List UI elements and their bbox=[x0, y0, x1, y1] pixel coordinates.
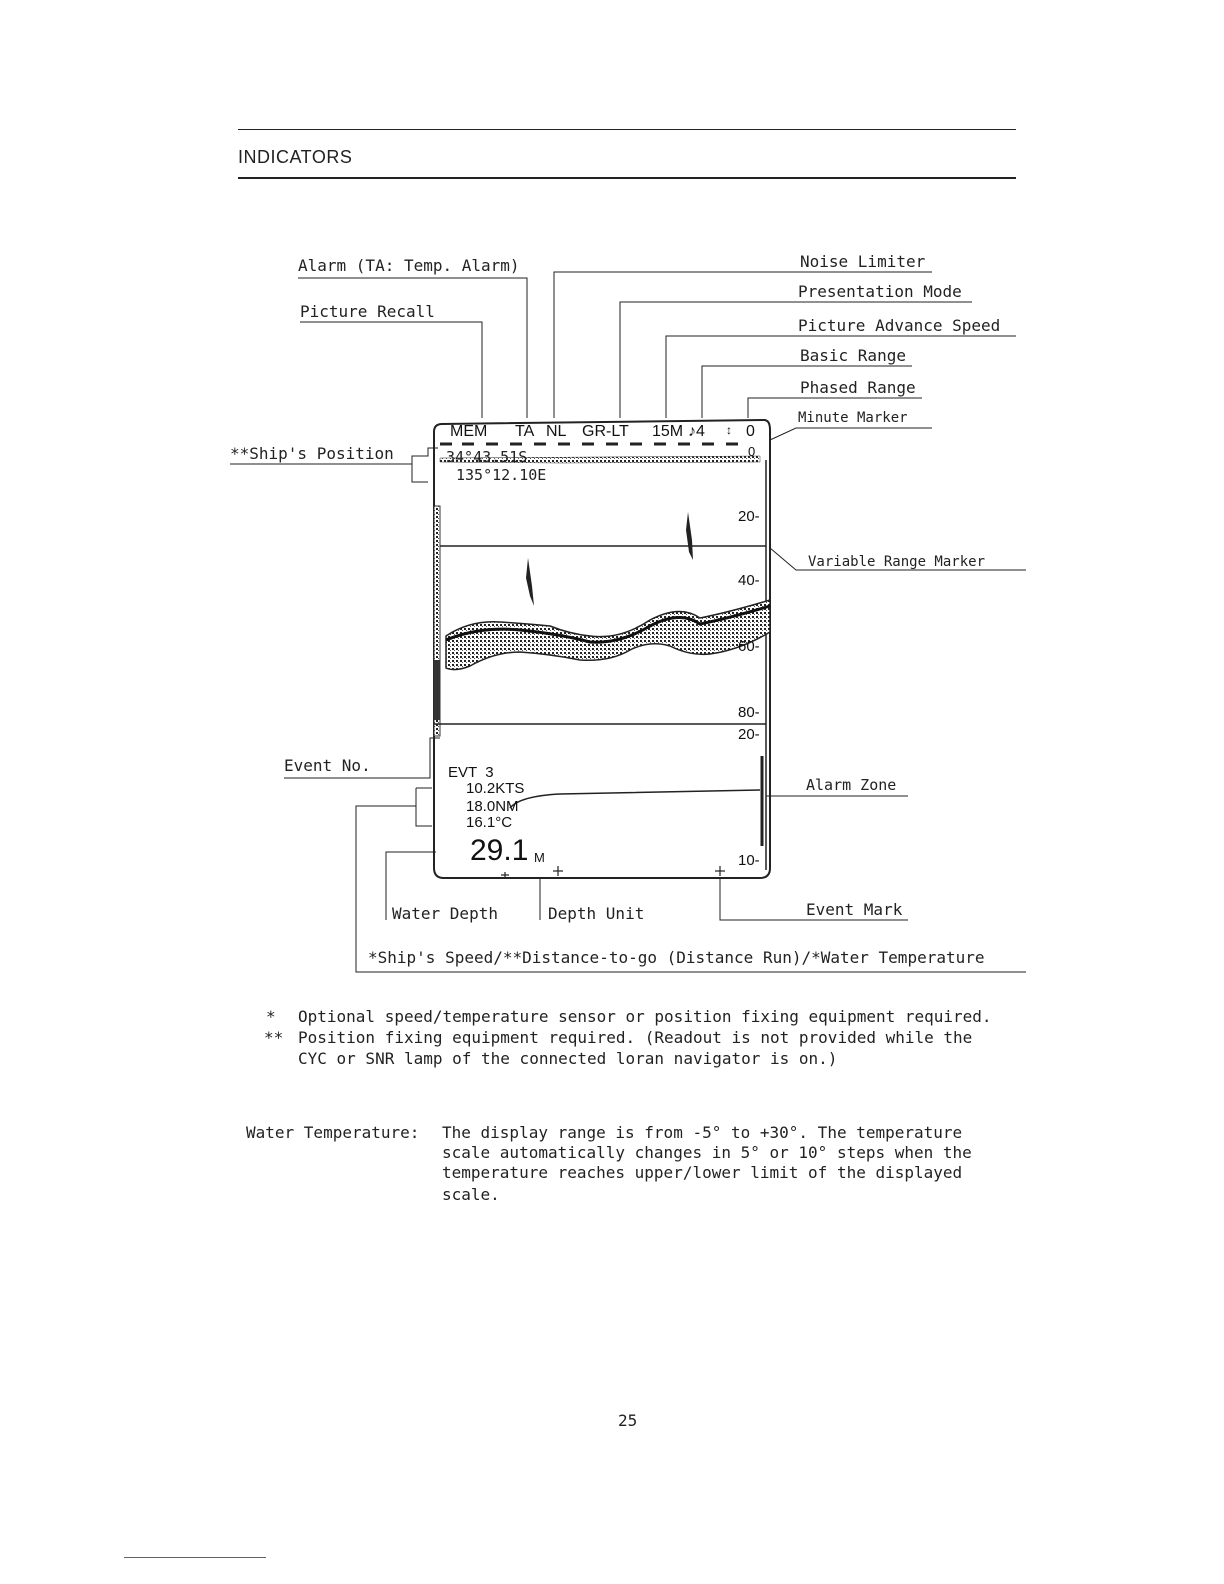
position-lon: 135°12.10E bbox=[456, 466, 547, 484]
scale-40: 40- bbox=[738, 572, 760, 589]
label-alarm-zone: Alarm Zone bbox=[806, 776, 897, 794]
leader-lines bbox=[230, 272, 1026, 972]
ship-speed: 10.2KTS bbox=[466, 780, 525, 797]
label-ships-position: **Ship's Position bbox=[230, 444, 394, 463]
status-ta: TA bbox=[515, 423, 535, 440]
water-temp-label: Water Temperature: bbox=[246, 1123, 420, 1142]
scale-lower-20: 20- bbox=[738, 726, 760, 743]
label-minute-marker: Minute Marker bbox=[798, 410, 908, 426]
water-temp-line-4: scale. bbox=[442, 1185, 500, 1204]
footnote-2-text-cont: CYC or SNR lamp of the connected loran navigator is on.) bbox=[298, 1049, 838, 1068]
footer-rule bbox=[124, 1557, 266, 1558]
temperature-graph-bar-dark bbox=[434, 660, 440, 720]
label-speed-distance-temp: *Ship's Speed/**Distance-to-go (Distance Run)/*Water Temperature bbox=[368, 948, 985, 967]
water-temp-line-1: The display range is from -5° to +30°. The temperature bbox=[442, 1123, 963, 1142]
footnote-1-mark: * bbox=[266, 1007, 276, 1026]
status-basic-range: 15M bbox=[652, 423, 684, 440]
scale-lower-10: 10- bbox=[738, 852, 760, 869]
label-water-depth: Water Depth bbox=[392, 904, 498, 923]
distance-to-go: 18.0NM bbox=[466, 798, 519, 815]
seabed-echo bbox=[446, 600, 770, 670]
scale-20: 20- bbox=[738, 508, 760, 525]
status-phased-range: ↕ bbox=[726, 423, 732, 437]
footnote-2-mark: ** bbox=[264, 1028, 284, 1047]
water-depth-value: 29.1 bbox=[470, 834, 529, 867]
position-lat: 34°43.51S bbox=[446, 448, 528, 466]
section-title: INDICATORS bbox=[238, 147, 353, 167]
scale-0: 0 bbox=[748, 444, 756, 459]
label-presentation-mode: Presentation Mode bbox=[798, 282, 962, 301]
label-picture-advance-speed: Picture Advance Speed bbox=[798, 316, 1001, 335]
page-number: 25 bbox=[618, 1411, 638, 1430]
status-mem: MEM bbox=[450, 423, 488, 440]
status-minute-marker: 0 bbox=[746, 423, 755, 440]
label-depth-unit: Depth Unit bbox=[548, 904, 645, 923]
temperature-trace bbox=[510, 790, 760, 808]
water-temperature: 16.1°C bbox=[466, 814, 513, 831]
fish-echo-2 bbox=[686, 512, 693, 560]
water-temp-line-2: scale automatically changes in 5° or 10° steps when the bbox=[442, 1143, 972, 1162]
scale-80: 80- bbox=[738, 704, 760, 721]
footnote-2-text: Position fixing equipment required. (Readout is not provided while the bbox=[298, 1028, 973, 1047]
status-nl: NL bbox=[546, 423, 567, 440]
status-advance-speed: ♪4 bbox=[688, 423, 705, 440]
label-noise-limiter: Noise Limiter bbox=[800, 252, 926, 271]
fish-echo-1 bbox=[526, 558, 534, 606]
label-event-mark: Event Mark bbox=[806, 900, 903, 919]
label-alarm: Alarm (TA: Temp. Alarm) bbox=[298, 256, 520, 275]
label-basic-range: Basic Range bbox=[800, 346, 906, 365]
label-variable-range-marker: Variable Range Marker bbox=[808, 554, 986, 570]
event-number: EVT 3 bbox=[448, 764, 494, 781]
label-phased-range: Phased Range bbox=[800, 378, 916, 397]
event-marks bbox=[501, 866, 725, 878]
label-event-no: Event No. bbox=[284, 756, 371, 775]
scale-60: 60- bbox=[738, 638, 760, 655]
status-presentation-mode: GR-LT bbox=[582, 423, 629, 440]
footnote-1-text: Optional speed/temperature sensor or position fixing equipment required. bbox=[298, 1007, 992, 1026]
water-temp-line-3: temperature reaches upper/lower limit of the displayed bbox=[442, 1163, 963, 1182]
depth-unit-value: M bbox=[534, 850, 545, 865]
label-picture-recall: Picture Recall bbox=[300, 302, 435, 321]
